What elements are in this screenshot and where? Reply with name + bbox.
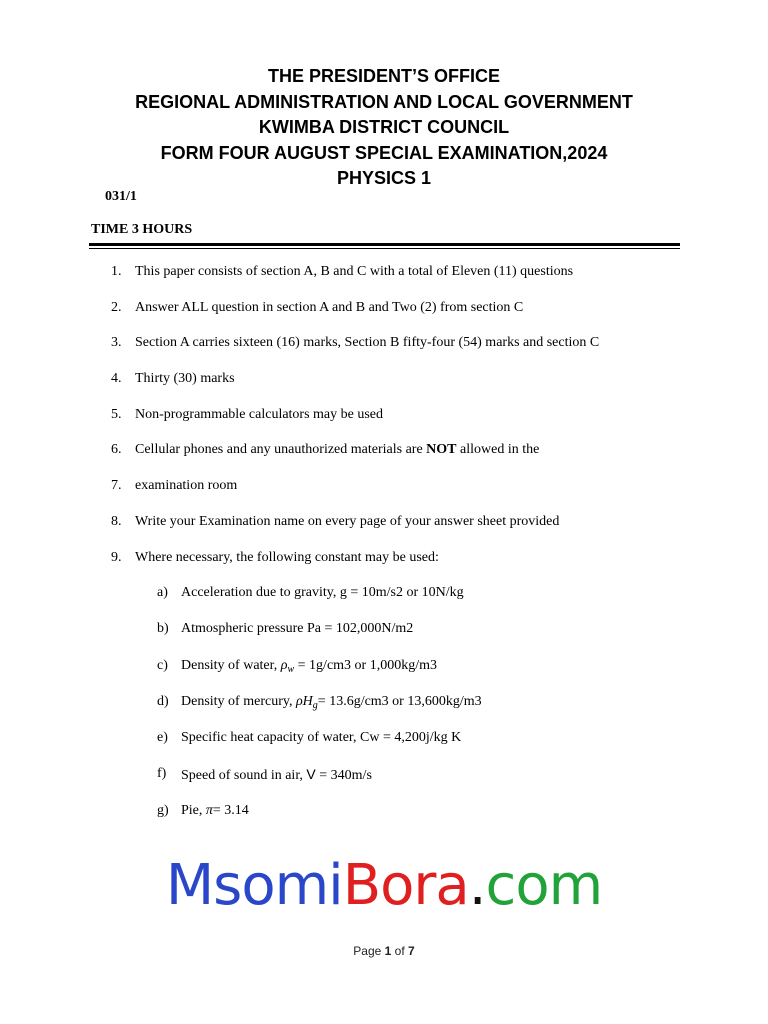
constant-text-end: = 340m/s bbox=[315, 768, 372, 784]
of-word: of bbox=[394, 944, 405, 958]
logo-part-com: com bbox=[485, 853, 603, 918]
instruction-text-end: allowed in the bbox=[456, 442, 540, 458]
exam-header bbox=[0, 64, 768, 192]
instruction-item bbox=[0, 476, 768, 512]
instruction-number: 9. bbox=[111, 549, 122, 565]
constant-text bbox=[181, 692, 482, 716]
instruction-item bbox=[0, 440, 768, 476]
instruction-number: 2. bbox=[111, 299, 122, 315]
msomibora-logo bbox=[0, 848, 768, 924]
page-footer bbox=[0, 944, 768, 958]
instruction-number: 8. bbox=[111, 513, 122, 529]
constant-text-start: Density of water, bbox=[181, 657, 281, 673]
instruction-item bbox=[0, 512, 768, 548]
current-page-number: 1 bbox=[384, 944, 392, 958]
instruction-number: 5. bbox=[111, 406, 122, 422]
constant-letter: c) bbox=[157, 657, 168, 673]
constant-text bbox=[181, 656, 437, 680]
instruction-item bbox=[0, 369, 768, 405]
header-line-subject: PHYSICS 1 bbox=[336, 168, 432, 188]
constant-text-end: = 13.6g/cm3 or 13,600kg/m3 bbox=[317, 693, 482, 709]
constant-text-end: = 3.14 bbox=[212, 802, 249, 818]
instruction-item bbox=[0, 333, 768, 369]
instruction-text-start: Cellular phones and any unauthorized materials are bbox=[135, 442, 427, 458]
constant-letter: e) bbox=[157, 730, 168, 746]
constant-text-start: Speed of sound in air, bbox=[181, 768, 307, 784]
constant-item bbox=[0, 619, 768, 655]
instruction-number: 7. bbox=[111, 478, 122, 494]
instruction-text: Thirty (30) marks bbox=[135, 371, 235, 387]
constant-item bbox=[0, 692, 768, 728]
velocity-symbol: V bbox=[306, 766, 316, 783]
header-line-council: KWIMBA DISTRICT COUNCIL bbox=[258, 117, 510, 137]
constant-item bbox=[0, 656, 768, 692]
divider-thin bbox=[89, 248, 680, 249]
constants-list bbox=[0, 583, 768, 837]
instruction-item bbox=[0, 405, 768, 441]
emphasis-not: NOT bbox=[426, 442, 457, 458]
instruction-number: 3. bbox=[111, 335, 122, 351]
symbol-subscript: w bbox=[287, 663, 295, 675]
instruction-text: Answer ALL question in section A and B and Two (2) from section C bbox=[135, 299, 524, 315]
constant-text bbox=[181, 764, 372, 786]
page-word: Page bbox=[353, 944, 382, 958]
constant-text: Acceleration due to gravity, g = 10m/s2 or 10N/kg bbox=[181, 585, 464, 600]
constant-text-start: Pie, bbox=[181, 802, 206, 818]
constant-text: Atmospheric pressure Pa = 102,000N/m2 bbox=[181, 621, 414, 637]
constant-item bbox=[0, 801, 768, 837]
instruction-item bbox=[0, 298, 768, 334]
constant-letter: b) bbox=[157, 621, 169, 637]
instruction-number: 4. bbox=[111, 371, 122, 387]
header-line-office: THE PRESIDENT’S OFFICE bbox=[267, 66, 501, 86]
density-symbol: ρ bbox=[280, 657, 288, 673]
constant-text-start: Density of mercury, bbox=[181, 693, 296, 709]
logo-part-dot: . bbox=[468, 853, 486, 918]
divider-thick bbox=[89, 243, 680, 246]
logo-part-bora: Bora bbox=[342, 853, 469, 918]
logo-part-msomi: Msomi bbox=[165, 853, 343, 918]
instruction-text: This paper consists of section A, B and C with a total of Eleven (11) questions bbox=[135, 264, 574, 279]
instruction-text: Where necessary, the following constant may be used: bbox=[135, 549, 439, 565]
instruction-number: 6. bbox=[111, 442, 122, 458]
constant-letter: a) bbox=[157, 585, 168, 600]
header-line-administration: REGIONAL ADMINISTRATION AND LOCAL GOVERNMENT bbox=[135, 91, 633, 112]
constant-letter: d) bbox=[157, 693, 169, 709]
instruction-number: 1. bbox=[111, 264, 122, 279]
symbol-subscript: g bbox=[312, 699, 318, 711]
constant-letter: f) bbox=[157, 766, 167, 782]
constant-text: Specific heat capacity of water, Cw = 4,200j/kg K bbox=[181, 730, 462, 746]
instruction-text: Section A carries sixteen (16) marks, Section B fifty-four (54) marks and section C bbox=[135, 335, 600, 351]
constant-item bbox=[0, 764, 768, 800]
instruction-item bbox=[0, 262, 768, 298]
constant-text-end: = 1g/cm3 or 1,000kg/m3 bbox=[294, 657, 437, 673]
constant-letter: g) bbox=[157, 802, 169, 818]
constant-item bbox=[0, 728, 768, 764]
pi-symbol: π bbox=[205, 802, 213, 818]
constant-item bbox=[0, 583, 768, 619]
density-symbol: ρH bbox=[295, 693, 313, 709]
total-pages-number: 7 bbox=[408, 944, 415, 958]
header-line-examination: FORM FOUR AUGUST SPECIAL EXAMINATION,2024 bbox=[160, 142, 608, 163]
time-allowed: TIME 3 HOURS bbox=[91, 222, 193, 237]
instruction-text bbox=[135, 440, 539, 460]
instructions-list bbox=[0, 262, 768, 583]
instruction-text: examination room bbox=[135, 478, 238, 494]
instruction-item bbox=[0, 548, 768, 584]
instruction-text: Write your Examination name on every page of your answer sheet provided bbox=[135, 513, 560, 529]
constant-text bbox=[181, 801, 249, 821]
instruction-text: Non-programmable calculators may be used bbox=[135, 406, 384, 422]
paper-code: 031/1 bbox=[105, 189, 137, 204]
